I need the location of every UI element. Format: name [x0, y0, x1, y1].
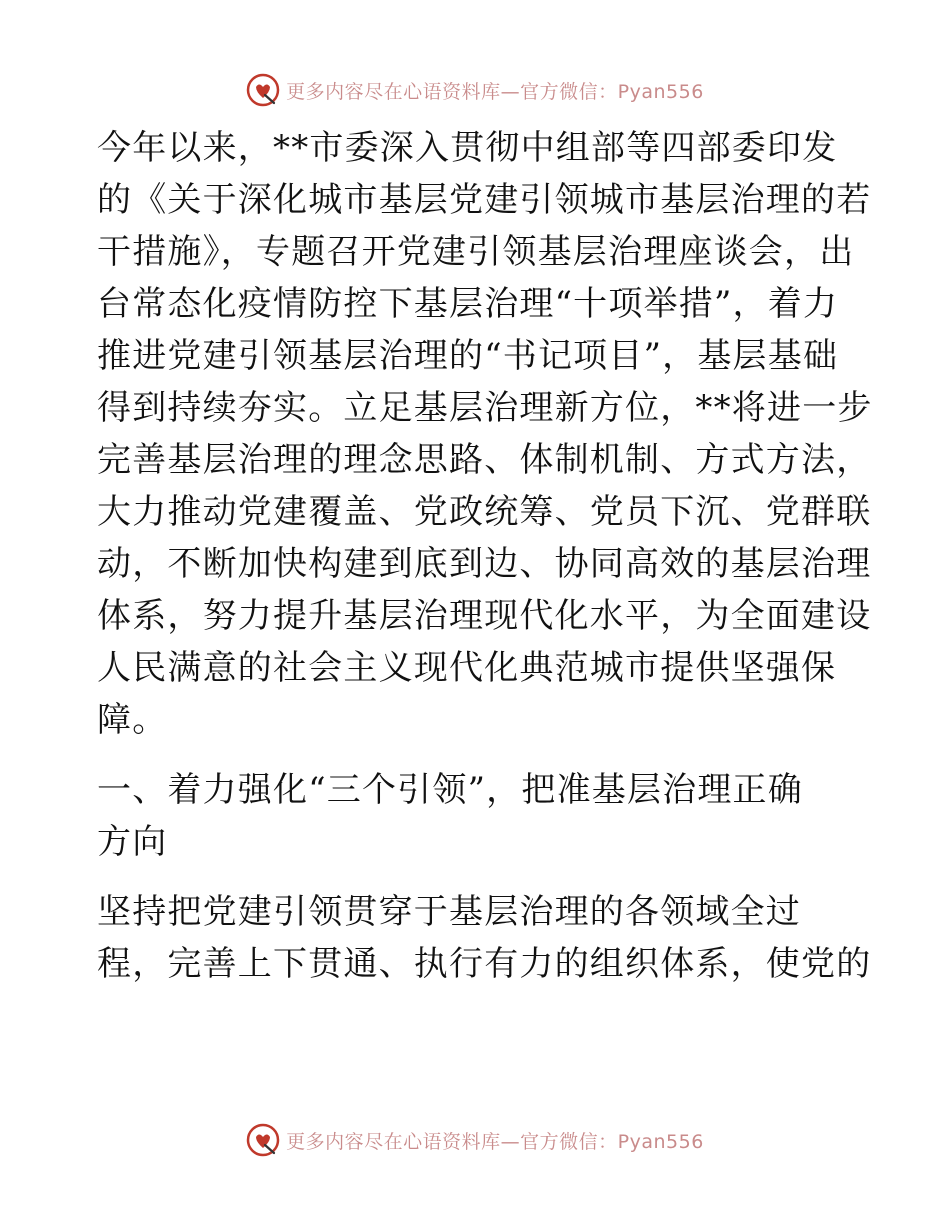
spacer — [97, 746, 857, 764]
text-line: 动，不断加快构建到底到边、协同高效的基层治理 — [97, 544, 872, 584]
text-line: 推进党建引领基层治理的“书记项目”，基层基础 — [97, 336, 839, 376]
watermark-header — [0, 70, 950, 110]
section-heading-1 — [97, 764, 857, 868]
text-line: 台常态化疫情防控下基层治理“十项举措”，着力 — [97, 284, 839, 324]
text-line: 的《关于深化城市基层党建引领城市基层治理的若 — [97, 180, 872, 220]
heading-line: 一、着力强化“三个引领”，把准基层治理正确 — [97, 770, 803, 810]
text-line: 干措施》，专题召开党建引领基层治理座谈会，出 — [97, 232, 855, 272]
text-line: 今年以来，**市委深入贯彻中组部等四部委印发 — [97, 128, 838, 168]
heart-pen-logo-icon — [246, 73, 280, 107]
text-line: 得到持续夯实。立足基层治理新方位，**将进一步 — [97, 388, 873, 428]
heart-pen-logo-icon — [246, 1123, 280, 1157]
watermark-text: 更多内容尽在心语资料库—官方微信：Pyan556 — [286, 80, 704, 103]
text-line: 程，完善上下贯通、执行有力的组织体系，使党的 — [97, 944, 872, 984]
spacer — [97, 868, 857, 886]
text-line: 完善基层治理的理念思路、体制机制、方式方法， — [97, 440, 872, 480]
paragraph-section-1 — [97, 886, 872, 990]
text-line: 障。 — [97, 700, 168, 740]
text-line: 体系，努力提升基层治理现代化水平，为全面建设 — [97, 596, 872, 636]
paragraph-intro — [97, 122, 873, 746]
watermark-footer — [0, 1120, 950, 1160]
text-line: 坚持把党建引领贯穿于基层治理的各领域全过 — [97, 892, 801, 932]
document-body — [97, 122, 873, 990]
heading-line: 方向 — [97, 822, 168, 862]
text-line: 大力推动党建覆盖、党政统筹、党员下沉、党群联 — [97, 492, 872, 532]
watermark-text: 更多内容尽在心语资料库—官方微信：Pyan556 — [286, 1130, 704, 1153]
text-line: 人民满意的社会主义现代化典范城市提供坚强保 — [97, 648, 837, 688]
